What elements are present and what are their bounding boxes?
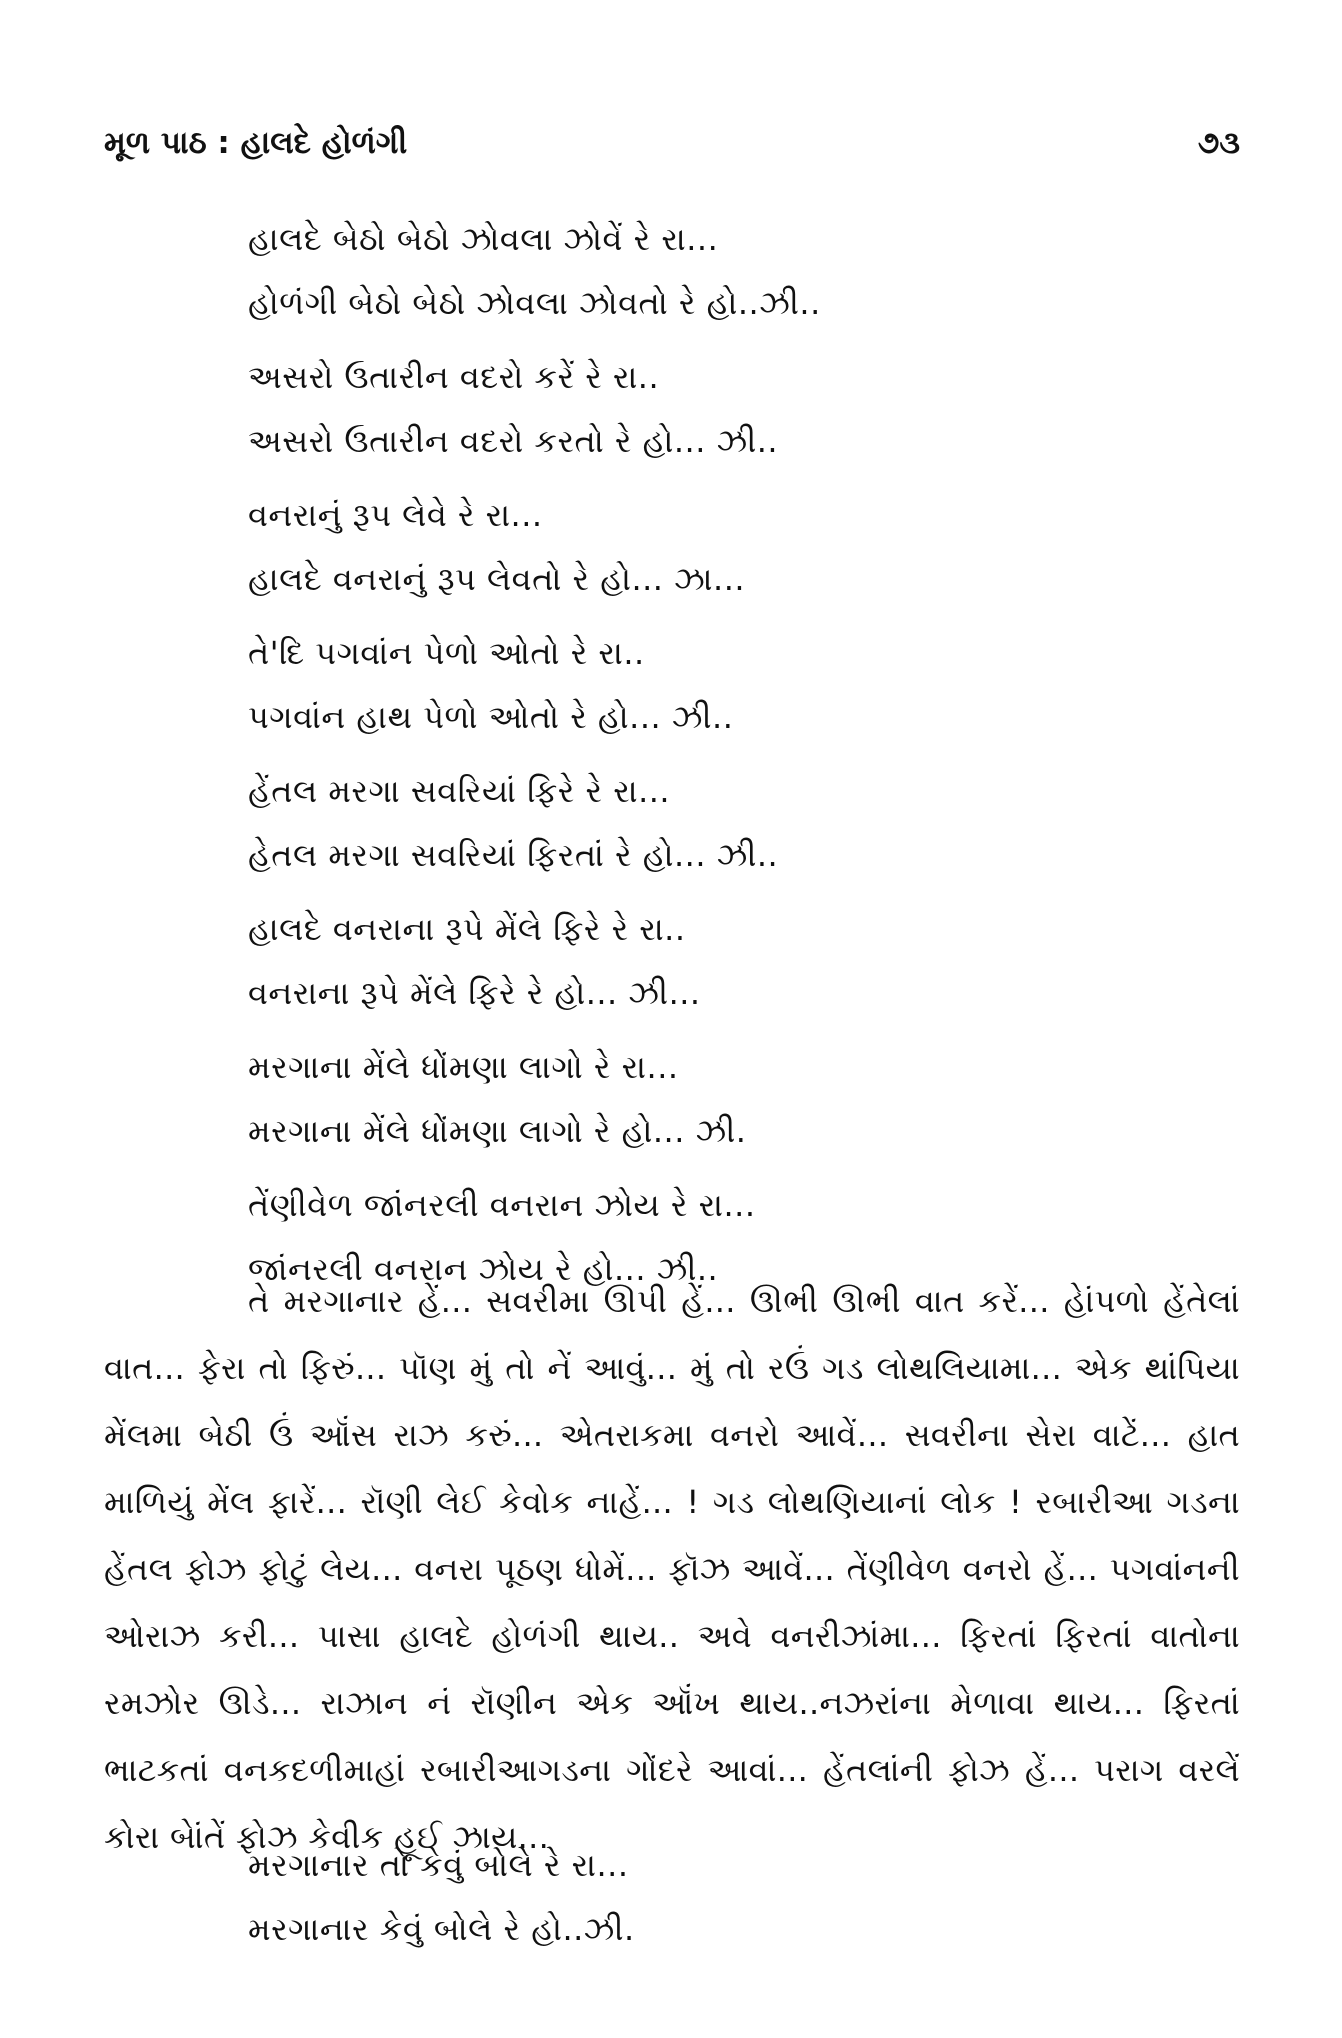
stanza (248, 207, 1248, 335)
verse-line: મરગાનાર તો કેવું બોલે રે રા... (248, 1846, 629, 1884)
verse-line: મરગાના મેંલે ધોંમણા લાગો રે રા... (248, 1048, 679, 1086)
verse-line: મરગાના મેંલે ધોંમણા લાગો રે હો... ઝી. (248, 1112, 747, 1150)
verse-line: પગવાંન હાથ પેળો ઓતો રે હો... ઝી.. (248, 698, 734, 736)
verse-line: તે'દિ પગવાંન પેળો ઓતો રે રા.. (248, 634, 645, 672)
stanza (248, 483, 1248, 611)
verse-line: વનરાનું રૂપ લેવે રે રા... (248, 496, 543, 534)
verse-line: મરગાનાર કેવું બોલે રે હો..ઝી. (248, 1910, 635, 1948)
stanza (248, 621, 1248, 749)
running-head: મૂળ પાઠ : હાલદે હોળંગી (104, 125, 408, 161)
verse-line: તેંણીવેળ જાંનરલી વનરાન ઝોય રે રા... (248, 1186, 756, 1224)
stanza (248, 345, 1248, 473)
verse-line: હાલદે વનરાનું રૂપ લેવતો રે હો... ઝા... (248, 560, 746, 598)
song-stanzas (248, 207, 1248, 1311)
verse-line: અસરો ઉતારીન વદરો કરતો રે હો... ઝી.. (248, 422, 779, 460)
page-number: ૭૩ (1197, 125, 1240, 161)
prose-paragraph: તે મરગાનાર હેં... સવરીમા ઊપી હેં... ઊભી ઊભી વાત કરેં... હેાંપળો હેંતેલાં વાત... ફેરા તો ફિરું... પૉણ મું તો નેં આવું... મું તો રઉં ગડ લોથલિયામા... એક થાંપિયા મેંલમા બેઠી ઉં ઑંસ રાઝ કરું... એતરાકમા વનરો આવેં... સવરીના સેરા વાટેં... હાત માળિયું મેંલ ફારેં... રૉણી લેઈ કેવોક નાહેં... ! ગડ લોથણિયાનાં લોક ! રબારીઆ ગડના હેંતલ ફોઝ ફોટું લેય... વનરા પૂઠણ ધોમેં... ફૉઝ આવેં... તેંણીવેળ વનરો હેં... પગવાંનની ઓરાઝ કરી... પાસા હાલદે હોળંગી થાય.. અવે વનરીઝાંમા... ફિરતાં ફિરતાં વાતોના રમઝોર ઊડે... રાઝાન નં રૉણીન એક ઑંખ થાય..નઝરાંના મેળાવા થાય... ફિરતાં ભાટકતાં વનકદળીમાહાં રબારીઆગડના ગોંદરે આવાં... હેંતલાંની ફોઝ હેં... પરાગ વરલેં કોરા બેાંતેં ફોઝ કેવીક હૂઈ ઝાય... (104, 1282, 1240, 1856)
verse-line: હોળંગી બેઠો બેઠો ઝોવલા ઝોવતો રે હો..ઝી.. (248, 284, 821, 322)
verse-line: હાલદે વનરાના રૂપે મેંલે ફિરે રે રા.. (248, 910, 686, 948)
stanza (248, 1035, 1248, 1163)
closing-stanza (248, 1833, 1248, 1961)
verse-line: હેંતલ મરગા સવરિયાં ફિરે રે રા... (248, 772, 671, 810)
page-header (104, 112, 1240, 162)
stanza (248, 759, 1248, 887)
verse-line: જાંનરલી વનરાન ઝોય રે હો... ઝી.. (248, 1250, 719, 1288)
verse-line: વનરાના રૂપે મેંલે ફિરે રે હો... ઝી... (248, 974, 701, 1012)
stanza (248, 897, 1248, 1025)
verse-line: હાલદે બેઠો બેઠો ઝોવલા ઝોવેં રે રા... (248, 220, 719, 258)
verse-line: હેતલ મરગા સવરિયાં ફિરતાં રે હો... ઝી.. (248, 836, 779, 874)
verse-line: અસરો ઉતારીન વદરો કરેં રે રા.. (248, 358, 660, 396)
